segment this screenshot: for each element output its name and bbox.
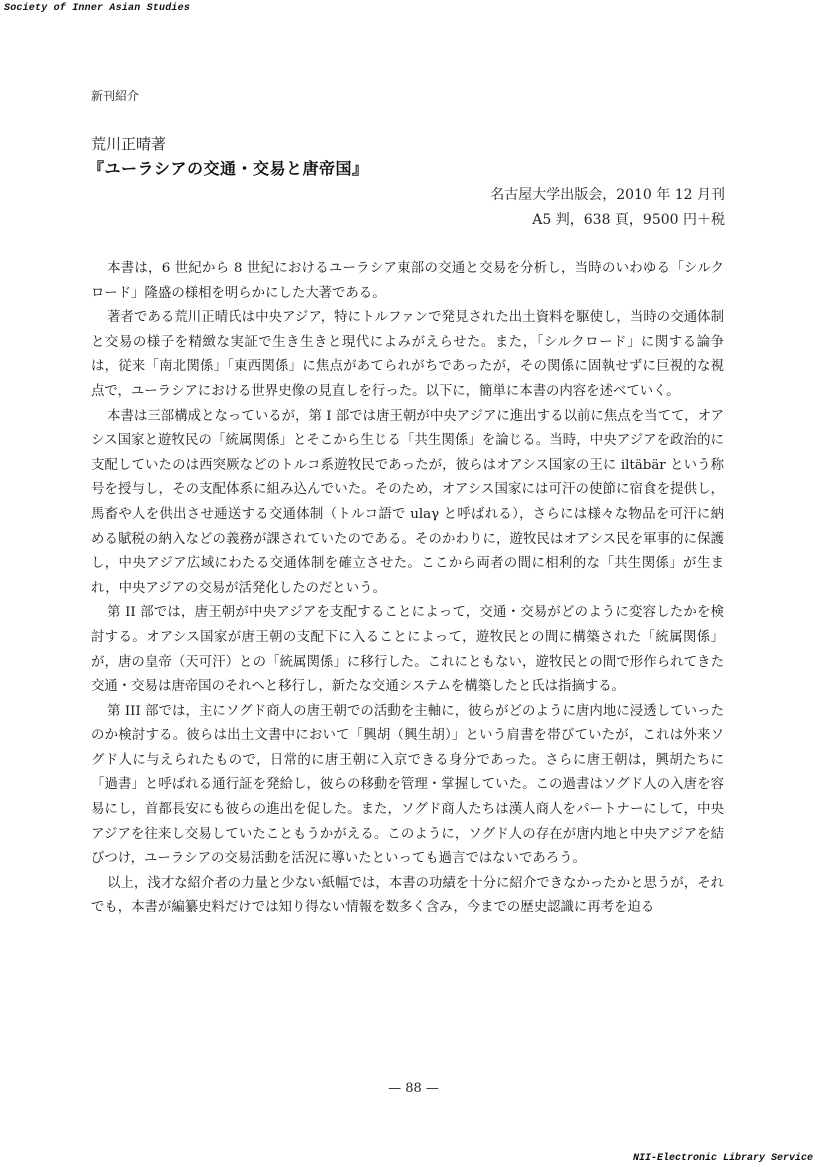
society-header-banner: Society of Inner Asian Studies xyxy=(4,3,191,14)
section-label: 新刊紹介 xyxy=(91,89,140,103)
book-author: 荒川正晴著 xyxy=(91,135,167,153)
publisher-info: 名古屋大学出版会，2010 年 12 月刊 xyxy=(490,187,725,203)
paragraph-3: 本書は三部構成となっているが，第 I 部では唐王朝が中央アジアに進出する以前に焦点を当てて，オアシス国家と遊牧民の「統属関係」とそこから生じる「共生関係」を論じる。当時，中央アジアを政治的に支配していたのは西突厥などのトルコ系遊牧民であったが，彼らはオアシス国家の王に iltäbär という称号を授与し，その支配体系に組み込んでいた。そのため，オアシス国家には可汗の使節に宿食を提供し，馬畜や人を供出させ逓送する交通体制（トルコ語で ulaγ と呼ばれる），さらには様々な物品を可汗に納める賦税の納入などの義務が課されていたのである。そのかわりに，遊牧民はオアシス民を軍事的に保護し，中央アジア広域にわたる交通体制を確立させた。ここから両者の間に相利的な「共生関係」が生まれ，中央アジアの交易が活発化したのだという。 xyxy=(91,408,724,596)
paragraph-1: 本書は，6 世紀から 8 世紀におけるユーラシア東部の交通と交易を分析し，当時のいわゆる「シルクロード」隆盛の様相を明らかにした大著である。 xyxy=(91,261,724,301)
library-footer-banner: NII-Electronic Library Service xyxy=(632,1153,813,1164)
paragraph-4: 第 II 部では，唐王朝が中央アジアを支配することによって，交通・交易がどのように変容したかを検討する。オアシス国家が唐王朝の支配下に入ることによって，遊牧民との間に構築された「統属関係」が，唐の皇帝（天可汗）との「統属関係」に移行した。これにともない，遊牧民との間で形作られてきた交通・交易は唐帝国のそれへと移行し，新たな交通システムを構築したと氏は指摘する。 xyxy=(91,605,724,695)
page-number: — 88 — xyxy=(388,1081,439,1096)
review-body xyxy=(91,257,724,921)
paragraph-5: 第 III 部では，主にソグド商人の唐王朝での活動を主軸に，彼らがどのように唐内地に浸透していったのか検討する。彼らは出土文書中において「興胡（興生胡）」という肩書を帯びていたが，これは外来ソグド人に与えられたもので，日常的に唐王朝に入京できる身分であった。さらに唐王朝は，興胡たちに「過書」と呼ばれる通行証を発給し，彼らの移動を管理・掌握していた。この過書はソグド人の入唐を容易にし，首都長安にも彼らの進出を促した。また，ソグド商人たちは漢人商人をパートナーにして，中央アジアを往来し交易していたこともうかがえる。このように，ソグド人の存在が唐内地と中央アジアを結びつけ，ユーラシアの交易活動を活況に導いたといっても過言ではないであろう。 xyxy=(91,703,724,867)
book-title: 『ユーラシアの交通・交易と唐帝国』 xyxy=(88,159,369,178)
paragraph-2: 著者である荒川正晴氏は中央アジア，特にトルファンで発見された出土資料を駆使し，当時の交通体制と交易の様子を精緻な実証で生き生きと現代によみがえらせた。また，「シルクロード」に関する論争は，従来「南北関係」「東西関係」に焦点があてられがちであったが，その関係に固執せずに巨視的な視点で，ユーラシアにおける世界史像の見直しを行った。以下に，簡単に本書の内容を述べていく。 xyxy=(91,310,724,399)
format-price-info: A5 判，638 頁，9500 円＋税 xyxy=(532,212,725,228)
paragraph-6: 以上，浅才な紹介者の力量と少ない紙幅では，本書の功績を十分に紹介できなかったかと思うが，それでも，本書が編纂史料だけでは知り得ない情報を数多く含み，今までの歴史認識に再考を迫る xyxy=(91,875,724,916)
